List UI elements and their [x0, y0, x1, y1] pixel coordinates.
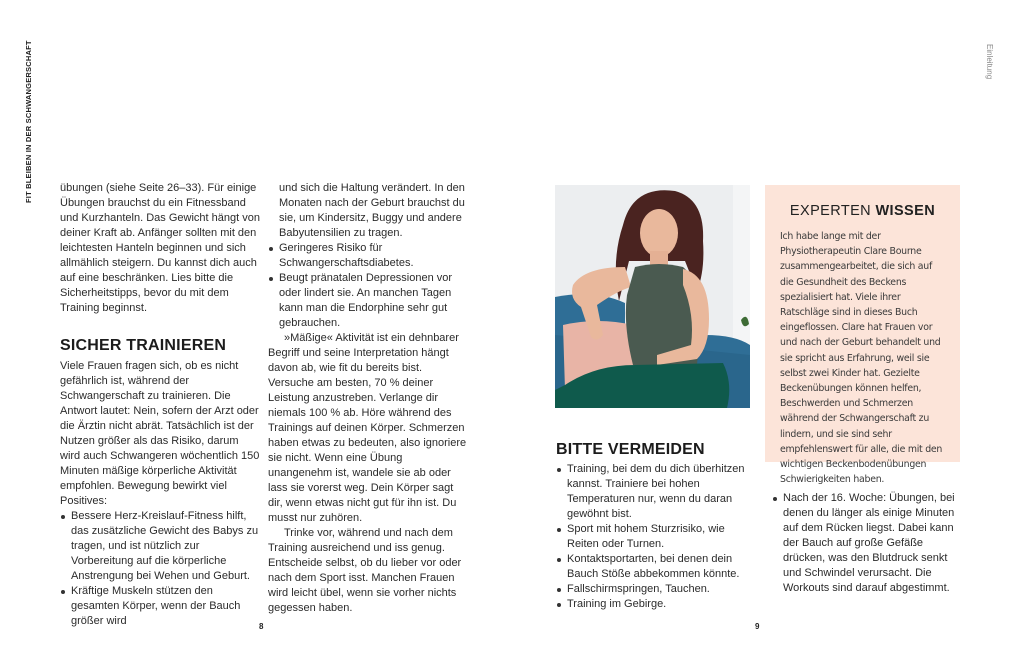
bullet-icon — [61, 590, 65, 594]
list-item: Nach der 16. Woche: Übungen, bei denen du länger als einige Minuten auf dem Rücken liegst. Dabei kann der Bauch auf große Gefäße drücken, was den Blutdruck senkt und Schwindel verursacht. Die Workouts sind darauf abgestimmt. — [772, 491, 962, 596]
page-number-left: 8 — [259, 622, 264, 631]
bullet-icon — [557, 603, 561, 607]
heading-bitte-vermeiden: BITTE VERMEIDEN — [556, 441, 705, 458]
heading-sicher-trainieren: SICHER TRAINIEREN — [60, 337, 227, 354]
bullet-icon — [557, 468, 561, 472]
woman-on-sofa-image — [555, 185, 750, 408]
bullet-icon — [61, 515, 65, 519]
bullet-icon — [557, 588, 561, 592]
page-number-right: 9 — [755, 622, 760, 631]
running-head-right-text: Einleitung — [985, 44, 994, 80]
running-head-right — [982, 44, 994, 84]
list-item: Kontaktsportarten, bei denen dein Bauch Stöße abbekommen könnte. — [556, 552, 756, 582]
expert-box-title: EXPERTEN WISSEN — [789, 203, 936, 219]
list-item: Training, bei dem du dich überhitzen kannst. Trainiere bei hohen Temperaturen nur, wenn du daran gewöhnt bist. — [556, 462, 756, 522]
moderate-activity-paragraph: »Mäßige« Aktivität ist ein dehnbarer Begriff und seine Interpretation hängt davon ab, wie fit du bereits bist. Versuche am besten, 70 % deiner Leistung anzustreben. Verlange dir niemals 100 % ab. Höre während des Trainings auf deinen Körper. Schmerzen haben etwas zu bedeuten, also ignoriere sie nicht. Wenn eine Übung unangenehm ist, wandele sie ab oder lass sie vorerst weg. Dein Körper sagt dir, wenn etwas nicht gut für ihn ist. Du musst nur zuhören. — [268, 332, 467, 524]
benefits-list-continued — [268, 181, 468, 331]
avoid-list-continued — [772, 491, 962, 596]
bullet-icon — [269, 277, 273, 281]
running-head-left-text: FIT BLEIBEN IN DER SCHWANGERSCHAFT — [24, 40, 33, 203]
expert-knowledge-box — [765, 185, 960, 486]
portrait-photo — [555, 185, 750, 408]
intro-paragraph: übungen (siehe Seite 26–33). Für einige Übungen brauchst du ein Fitnessband und Kurzhanteln. Das Gewicht hängt von deiner Kraft ab. Anfänger sollten mit den leichtesten Hanteln beginnen und sich allmählich steigern. Du kannst dich auch auf eine beschränken. Lies bitte die Sicherheitstipps, bevor du mit dem Training beginnst. — [60, 182, 260, 314]
list-item: Sport mit hohem Sturzrisiko, wie Reiten oder Turnen. — [556, 522, 756, 552]
bullet-icon — [557, 528, 561, 532]
list-item: Kräftige Muskeln stützen den gesamten Körper, wenn der Bauch größer wird — [60, 584, 260, 629]
left-page-column-1 — [60, 181, 260, 629]
list-item-continuation: und sich die Haltung verändert. In den Monaten nach der Geburt brauchst du sie, um Kindersitz, Buggy und andere Babyutensilien zu tragen. — [279, 182, 465, 239]
running-head-left — [24, 40, 38, 203]
avoid-section-continued — [772, 491, 962, 596]
bullet-icon — [269, 247, 273, 251]
hydration-paragraph: Trinke vor, während und nach dem Training ausreichend und iss genug. Entscheide selbst, ob du lieber vor oder nach dem Sport isst. Manchen Frauen wird leicht übel, wenn sie vorher nichts gegessen haben. — [268, 527, 462, 614]
safety-paragraph: Viele Frauen fragen sich, ob es nicht gefährlich ist, während der Schwangerschaft zu trainieren. Die Antwort lautet: Nein, sofern der Arzt oder die Ärztin nicht abrät. Tatsächlich ist der Nutzen größer als das Risiko, darum wird auch Schwangeren wöchentlich 150 Minuten mäßige körperliche Aktivität empfohlen. Bewegung bewirkt viel Positives: — [60, 360, 260, 507]
list-item: Beugt pränatalen Depressionen vor oder lindert sie. An manchen Tagen kann man die Endorphine sehr gut gebrauchen. — [268, 271, 468, 331]
list-item: Training im Gebirge. — [556, 597, 756, 612]
list-item: Geringeres Risiko für Schwangerschaftsdiabetes. — [268, 241, 468, 271]
expert-box-text: Ich habe lange mit der Physiotherapeutin Clare Bourne zusammengearbeitet, die sich auf die Gesundheit des Beckens spezialisiert hat. Viele ihrer Ratschläge sind in dieses Buch eingeflossen. Clare hat Frauen vor und nach der Geburt behandelt und sie spricht aus Erfahrung, weil sie selbst zwei Kinder hat. Gezielte Beckenübungen können helfen, Beschwerden und Schmerzen während der Schwangerschaft zu lindern, und sie sind sehr empfehlenswert für alle, die mit den wichtigen Beckenbodenübungen Schwierigkeiten haben. — [780, 231, 943, 486]
list-item: Bessere Herz-Kreislauf-Fitness hilft, das zusätzliche Gewicht des Babys zu tragen, und ist nützlich zur Vorbereitung auf die körperliche Anstrengung bei Wehen und Geburt. — [60, 509, 260, 584]
left-page-column-2 — [268, 181, 468, 616]
avoid-list — [556, 462, 756, 612]
avoid-section — [556, 440, 756, 612]
bullet-icon — [557, 558, 561, 562]
bullet-icon — [773, 497, 777, 501]
benefits-list — [60, 509, 260, 629]
list-item: Fallschirmspringen, Tauchen. — [556, 582, 756, 597]
